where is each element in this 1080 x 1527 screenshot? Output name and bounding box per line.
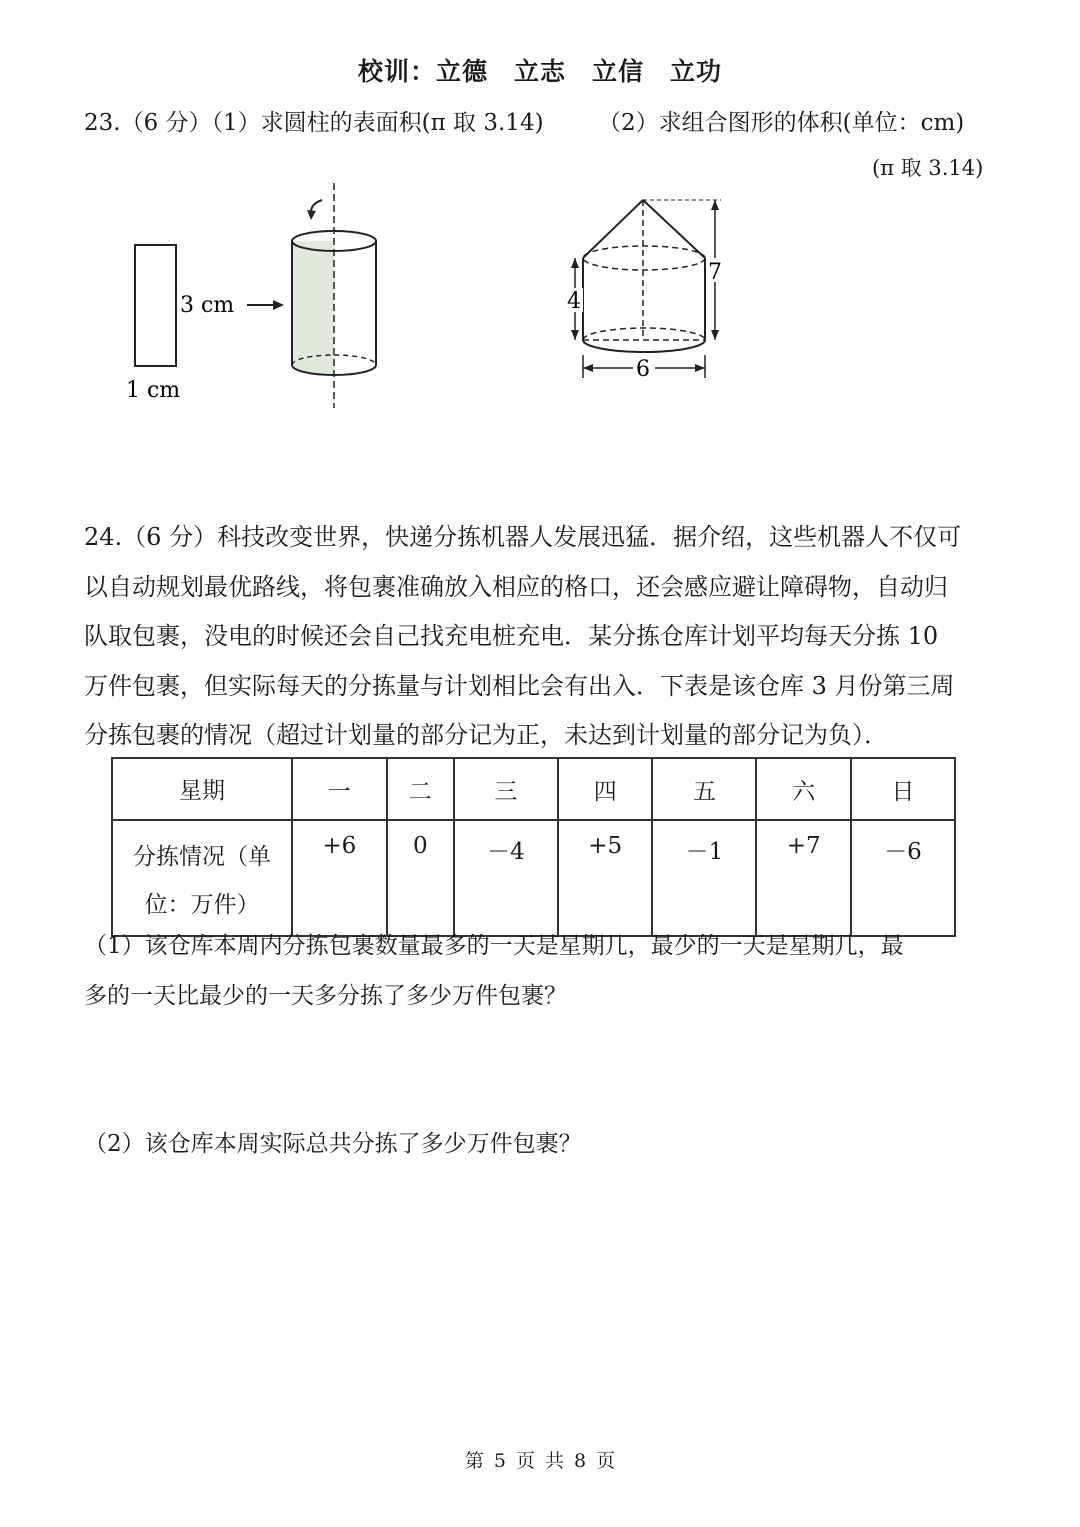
arrow-head-icon: [273, 300, 284, 310]
question-24-sub1-line2: 多的一天比最少的一天多分拣了多少万件包裹？: [84, 983, 567, 1009]
row-label-line2: 位：万件）: [144, 892, 260, 918]
row-label-line1: 分拣情况（单: [133, 844, 271, 870]
rect-height-label: 3 cm: [180, 293, 235, 318]
table-value-row: [112, 820, 955, 936]
sorting-table: [111, 757, 956, 937]
value-cell: +7: [756, 820, 851, 936]
value-cell: 0: [387, 820, 454, 936]
question-24-sub1-line1: （1）该仓库本周内分拣包裹数量最多的一天是星期几，最少的一天是星期几，最: [84, 933, 904, 959]
question-23-pi-note: (π 取 3.14): [872, 156, 984, 180]
day-cell: 日: [851, 758, 955, 820]
value-cell: －1: [652, 820, 756, 936]
dim-cylinder-height-label: 4: [567, 289, 581, 314]
school-motto: 校训：立德 立志 立信 立功: [357, 57, 722, 86]
dim-diameter-label: 6: [636, 357, 650, 382]
question-23-part2: （2）求组合图形的体积(单位：cm): [598, 110, 965, 136]
day-cell: 一: [292, 758, 387, 820]
header-label-cell: 星期: [112, 758, 292, 820]
cylinder-top: [583, 246, 705, 270]
page-footer: 第 5 页 共 8 页: [464, 1450, 616, 1472]
paragraph-line: 分拣包裹的情况（超过计划量的部分记为正，未达到计划量的部分记为负）．: [84, 721, 888, 749]
rect-width-label: 1 cm: [126, 378, 181, 403]
value-cell: +6: [292, 820, 387, 936]
value-cell: －4: [454, 820, 558, 936]
paragraph-line: 24.（6 分）科技改变世界，快递分拣机器人发展迅猛．据介绍，这些机器人不仅可: [84, 523, 962, 551]
table-header-row: [112, 758, 955, 820]
day-cell: 六: [756, 758, 851, 820]
cone-cylinder-figure: [555, 190, 755, 385]
rectangle-cylinder-figure: [110, 178, 410, 418]
rectangle-shape: [135, 245, 176, 366]
paragraph-line: 以自动规划最优路线，将包裹准确放入相应的格口，还会感应避让障碍物，自动归: [84, 572, 948, 601]
day-cell: 二: [387, 758, 454, 820]
cylinder-bottom: [583, 340, 705, 352]
dim-total-height-label: 7: [708, 260, 722, 285]
row-label-cell: [112, 820, 292, 936]
day-cell: 三: [454, 758, 558, 820]
day-cell: 五: [652, 758, 756, 820]
value-cell: +5: [558, 820, 653, 936]
paragraph-line: 队取包裹，没电的时候还会自己找充电桩充电．某分拣仓库计划平均每天分拣 10: [84, 622, 939, 650]
paragraph-line: 万件包裹，但实际每天的分拣量与计划相比会有出入．下表是该仓库 3 月份第三周: [84, 671, 955, 700]
day-cell: 四: [558, 758, 653, 820]
value-cell: －6: [851, 820, 955, 936]
question-24-sub2: （2）该仓库本周实际总共分拣了多少万件包裹？: [84, 1131, 582, 1157]
question-23-part1: 23.（6 分）（1）求圆柱的表面积(π 取 3.14): [84, 110, 544, 136]
question-24-paragraph: [84, 513, 1004, 761]
